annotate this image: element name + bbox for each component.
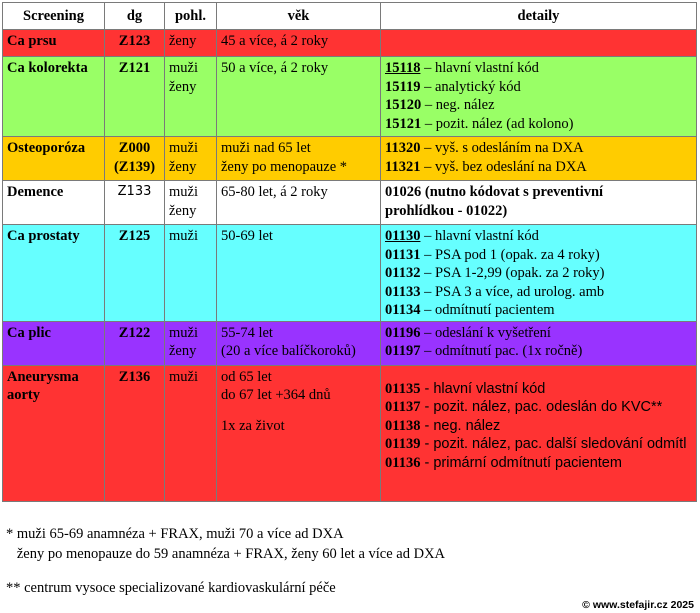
table-row-ca-kolorekta bbox=[3, 57, 697, 137]
vek-cell bbox=[217, 321, 381, 365]
detail-line bbox=[385, 246, 692, 265]
detail-line bbox=[385, 139, 692, 158]
screening-name: Ca prsu bbox=[7, 33, 57, 49]
detail-text: – vyš. s odesláním na DXA bbox=[420, 140, 584, 156]
detail-code: 01139 bbox=[385, 436, 421, 452]
pohl-cell bbox=[165, 181, 217, 225]
detail-line bbox=[385, 380, 692, 399]
detaily-cell bbox=[381, 30, 697, 57]
detail-code: prohlídkou - 01022) bbox=[385, 202, 508, 219]
vek-value: 55-74 let bbox=[221, 324, 273, 341]
copyright-notice: © www.stefajir.cz 2025 bbox=[582, 599, 694, 611]
detail-code: 01138 bbox=[385, 417, 421, 434]
vek-value: do 67 let +364 dnů bbox=[221, 387, 331, 403]
detaily-cell bbox=[381, 137, 697, 181]
detail-text: – analytický kód bbox=[420, 78, 521, 95]
detail-code: 15121 bbox=[385, 115, 422, 132]
vek-value: ženy po menopauze * bbox=[221, 158, 348, 175]
detail-code: 01026 (nutno kódovat s preventivní bbox=[385, 184, 604, 200]
dg-cell bbox=[105, 321, 165, 365]
pohl-value: muži bbox=[169, 228, 198, 244]
table-row-ca-plic bbox=[3, 321, 697, 365]
detail-text: – neg. nález bbox=[421, 97, 495, 113]
detail-code: 15119 bbox=[385, 78, 421, 95]
detail-line bbox=[385, 398, 692, 417]
dg-code: Z133 bbox=[117, 184, 152, 199]
dg-cell bbox=[105, 365, 165, 501]
dg-code: Z121 bbox=[118, 60, 151, 76]
pohl-cell bbox=[165, 57, 217, 137]
detail-line bbox=[385, 264, 692, 283]
detail-code: 01197 bbox=[385, 343, 421, 359]
pohl-value: muži bbox=[169, 140, 198, 156]
table-header-row bbox=[3, 3, 697, 30]
pohl-cell bbox=[165, 137, 217, 181]
dg-cell bbox=[105, 225, 165, 322]
detail-code: 01136 bbox=[385, 454, 421, 471]
detaily-cell bbox=[381, 57, 697, 137]
detail-code: 11321 bbox=[385, 158, 421, 175]
detail-line bbox=[385, 435, 692, 454]
screening-name-cell bbox=[3, 225, 105, 322]
vek-value: od 65 let bbox=[221, 368, 272, 385]
screening-name: Ca plic bbox=[7, 324, 51, 341]
dg-code: Z122 bbox=[118, 324, 151, 341]
detail-text: – PSA 1-2,99 (opak. za 2 roky) bbox=[420, 265, 605, 281]
vek-value: 50-69 let bbox=[221, 228, 273, 244]
detaily-cell bbox=[381, 181, 697, 225]
table-row-osteoporoza bbox=[3, 137, 697, 181]
vek-value: 50 a více, á 2 roky bbox=[221, 60, 329, 76]
footnotes bbox=[6, 524, 445, 598]
pohl-cell bbox=[165, 30, 217, 57]
dg-cell bbox=[105, 57, 165, 137]
detaily-cell bbox=[381, 365, 697, 501]
screening-name-cell bbox=[3, 137, 105, 181]
detail-code: 15118 bbox=[385, 60, 421, 76]
dg-cell bbox=[105, 181, 165, 225]
pohl-value: muži bbox=[169, 368, 198, 385]
detail-text: – odeslání k vyšetření bbox=[420, 324, 551, 341]
dg-code: Z125 bbox=[118, 228, 151, 244]
screening-name: Ca kolorekta bbox=[7, 60, 88, 76]
screening-name: aorty bbox=[7, 387, 41, 403]
detaily-cell bbox=[381, 321, 697, 365]
detail-text: – vyš. bez odeslání na DXA bbox=[420, 158, 587, 175]
detail-text: – hlavní vlastní kód bbox=[420, 228, 539, 244]
vek-spacer bbox=[221, 405, 376, 417]
table-row-ca-prostaty bbox=[3, 225, 697, 322]
header-vek: věk bbox=[217, 3, 381, 30]
footnote-frax: * muži 65-69 anamnéza + FRAX, muži 70 a více ad DXA bbox=[6, 526, 344, 542]
detail-code: 01130 bbox=[385, 228, 421, 244]
footnote-spacer bbox=[6, 564, 445, 578]
vek-value: (20 a více balíčkoroků) bbox=[221, 343, 356, 359]
header-detaily: detaily bbox=[381, 3, 697, 30]
screening-name: Osteoporóza bbox=[7, 140, 86, 156]
detail-line bbox=[385, 115, 692, 134]
screening-name-cell bbox=[3, 30, 105, 57]
detail-text: - pozit. nález, pac. odeslán do KVC** bbox=[420, 399, 663, 415]
detail-line bbox=[385, 301, 692, 320]
detail-line bbox=[385, 202, 692, 221]
pohl-value: ženy bbox=[169, 33, 197, 49]
vek-cell bbox=[217, 181, 381, 225]
detail-code: 01135 bbox=[385, 380, 421, 397]
detail-text: - neg. nález bbox=[420, 417, 501, 434]
pohl-value: ženy bbox=[169, 343, 197, 359]
detail-code: 01137 bbox=[385, 399, 421, 415]
detail-line bbox=[385, 283, 692, 302]
pohl-value: muži bbox=[169, 60, 198, 76]
table-row-ca-prsu bbox=[3, 30, 697, 57]
detail-text: - pozit. nález, pac. další sledování odmítl bbox=[420, 436, 687, 452]
detail-text: – pozit. nález (ad kolono) bbox=[421, 115, 574, 132]
detail-text: - primární odmítnutí pacientem bbox=[420, 454, 622, 471]
vek-value: 45 a více, á 2 roky bbox=[221, 33, 329, 49]
header-dg: dg bbox=[105, 3, 165, 30]
screening-name: Aneurysma bbox=[7, 368, 79, 385]
pohl-value: ženy bbox=[169, 158, 197, 175]
detail-code: 01131 bbox=[385, 246, 421, 263]
vek-cell bbox=[217, 30, 381, 57]
detail-line bbox=[385, 96, 692, 115]
table-row-aneurysma-aorty bbox=[3, 365, 697, 501]
dg-code: Z000 bbox=[118, 140, 151, 156]
detail-line bbox=[385, 158, 692, 177]
vek-value: 65-80 let, á 2 roky bbox=[221, 184, 328, 200]
detail-code: 11320 bbox=[385, 140, 421, 156]
dg-code: Z136 bbox=[118, 368, 151, 385]
vek-cell bbox=[217, 225, 381, 322]
pohl-cell bbox=[165, 321, 217, 365]
detail-line bbox=[385, 227, 692, 246]
detail-code: 01134 bbox=[385, 302, 421, 318]
pohl-value: ženy bbox=[169, 202, 197, 219]
detail-text: – hlavní vlastní kód bbox=[420, 60, 539, 76]
detail-code: 01133 bbox=[385, 283, 421, 300]
pohl-value: muži bbox=[169, 184, 198, 200]
dg-code-alt: (Z139) bbox=[113, 158, 156, 175]
screening-name-cell bbox=[3, 57, 105, 137]
detail-spacer bbox=[385, 368, 692, 380]
vek-cell bbox=[217, 137, 381, 181]
vek-cell bbox=[217, 365, 381, 501]
pohl-cell bbox=[165, 225, 217, 322]
detail-text: – odmítnutí pac. (1x ročně) bbox=[420, 343, 583, 359]
detail-line bbox=[385, 183, 692, 202]
dg-cell bbox=[105, 137, 165, 181]
detail-text: - hlavní vlastní kód bbox=[420, 380, 546, 397]
detaily-cell bbox=[381, 225, 697, 322]
detail-text: – odmítnutí pacientem bbox=[420, 302, 555, 318]
detail-code: 15120 bbox=[385, 97, 422, 113]
footnote-kvc: ** centrum vysoce specializované kardiovaskulární péče bbox=[6, 580, 336, 596]
header-pohl: pohl. bbox=[165, 3, 217, 30]
footnote-frax-women: ženy po menopauze do 59 anamnéza + FRAX, ženy 60 let a více ad DXA bbox=[6, 546, 446, 562]
vek-value: muži nad 65 let bbox=[221, 140, 311, 156]
detail-line bbox=[385, 78, 692, 97]
pohl-value: ženy bbox=[169, 78, 197, 95]
detail-text: – PSA 3 a více, ad urolog. amb bbox=[420, 283, 605, 300]
vek-value: 1x za život bbox=[221, 417, 285, 434]
detail-line bbox=[385, 324, 692, 343]
table-row-demence bbox=[3, 181, 697, 225]
screening-name: Ca prostaty bbox=[7, 228, 80, 244]
detail-code: 01196 bbox=[385, 324, 421, 341]
dg-cell bbox=[105, 30, 165, 57]
dg-code: Z123 bbox=[118, 33, 151, 49]
pohl-cell bbox=[165, 365, 217, 501]
detail-text: – PSA pod 1 (opak. za 4 roky) bbox=[420, 246, 600, 263]
screening-table bbox=[2, 2, 697, 502]
detail-line bbox=[385, 342, 692, 361]
screening-name: Demence bbox=[7, 184, 64, 200]
detail-line bbox=[385, 417, 692, 436]
pohl-value: muži bbox=[169, 324, 198, 341]
detail-line bbox=[385, 454, 692, 473]
vek-cell bbox=[217, 57, 381, 137]
detail-code: 01132 bbox=[385, 265, 421, 281]
screening-name-cell bbox=[3, 365, 105, 501]
screening-name-cell bbox=[3, 181, 105, 225]
screening-name-cell bbox=[3, 321, 105, 365]
detail-line bbox=[385, 59, 692, 78]
header-screening: Screening bbox=[3, 3, 105, 30]
